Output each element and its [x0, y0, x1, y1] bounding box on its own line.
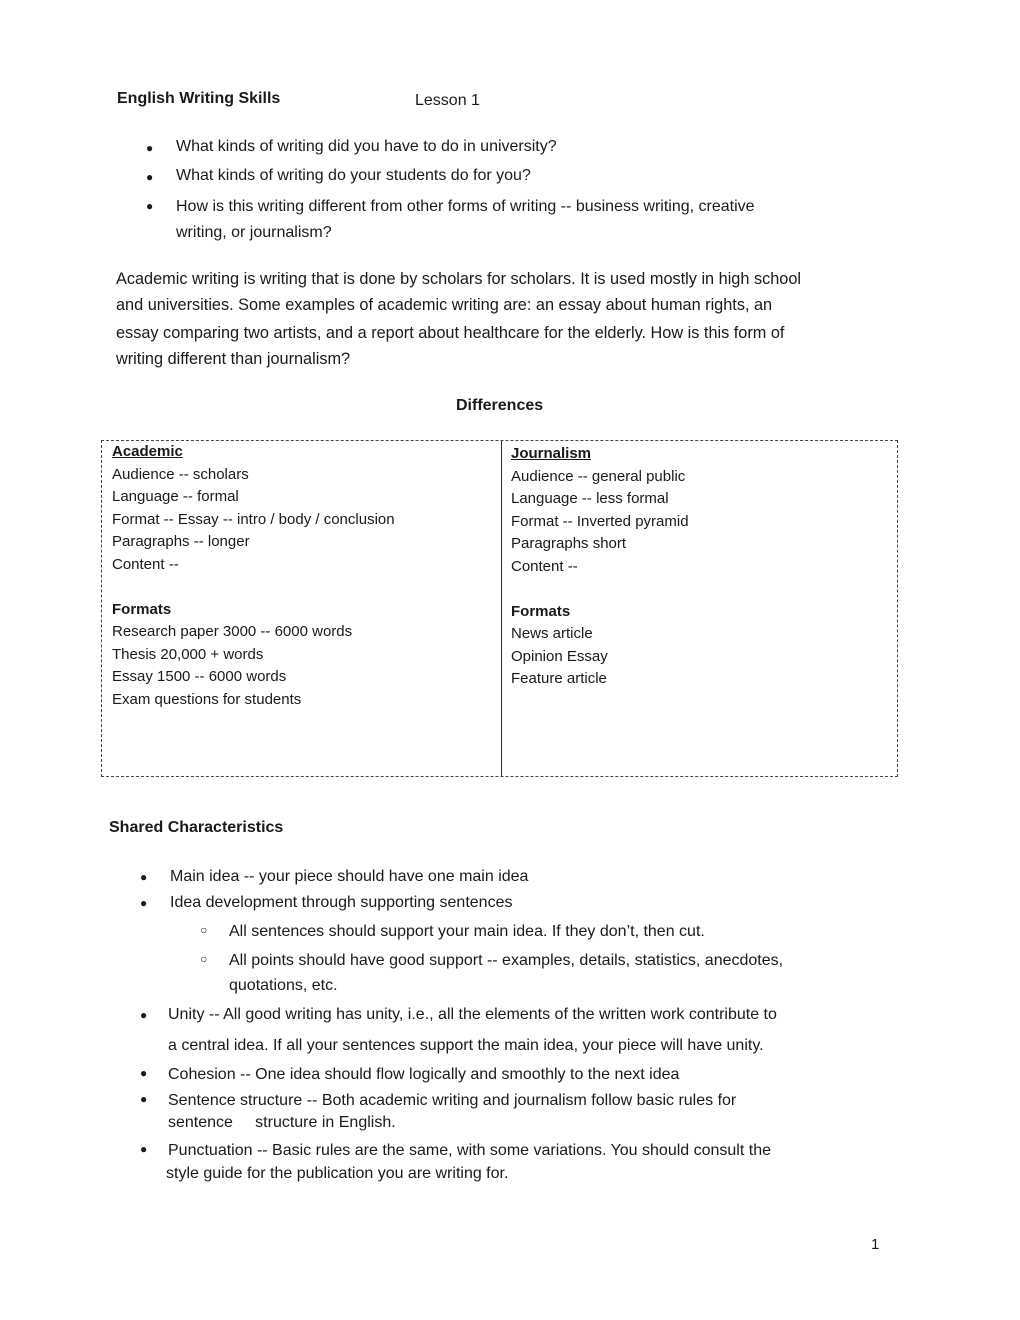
- academic-item: Paragraphs -- longer: [112, 533, 250, 550]
- journalism-format: Opinion Essay: [511, 647, 608, 665]
- paragraph-line: essay comparing two artists, and a report about healthcare for the elderly. How is this form of: [116, 324, 785, 342]
- shared-item-continued: style guide for the publication you are writing for.: [166, 1165, 509, 1182]
- paragraph-line: Academic writing is writing that is done by scholars for scholars. It is used mostly in high school: [116, 270, 802, 288]
- academic-format: Essay 1500 -- 6000 words: [112, 668, 287, 685]
- academic-item: Format -- Essay -- intro / body / conclusion: [112, 510, 395, 528]
- journalism-item: Language -- less formal: [511, 490, 669, 507]
- shared-item: Punctuation -- Basic rules are the same, with some variations. You should consult the: [168, 1142, 771, 1159]
- academic-formats-heading: Formats: [112, 600, 172, 618]
- journalism-item: Paragraphs short: [511, 535, 627, 552]
- shared-item-continued: a central idea. If all your sentences support the main idea, your piece will have unity.: [168, 1037, 764, 1054]
- bullet-icon: ●: [146, 141, 154, 155]
- lesson-label: Lesson 1: [415, 92, 480, 109]
- shared-item: Cohesion -- One idea should flow logically and smoothly to the next idea: [168, 1066, 680, 1083]
- bullet-icon: ●: [140, 1066, 148, 1080]
- academic-column: [112, 441, 395, 711]
- question-item: What kinds of writing do your students do for you?: [176, 167, 531, 184]
- academic-item: Audience -- scholars: [112, 465, 249, 483]
- journalism-item: Format -- Inverted pyramid: [511, 512, 689, 530]
- academic-heading: Academic: [112, 443, 183, 460]
- shared-subitem: All sentences should support your main idea. If they don’t, then cut.: [229, 923, 705, 940]
- journalism-column: [511, 443, 689, 691]
- bullet-icon: ●: [140, 1092, 148, 1106]
- circle-bullet-icon: ○: [200, 952, 208, 966]
- academic-format: Exam questions for students: [112, 690, 302, 708]
- question-item: What kinds of writing did you have to do in university?: [176, 138, 557, 155]
- shared-item-continued: sentence structure in English.: [168, 1114, 396, 1131]
- bullet-icon: ●: [140, 896, 148, 910]
- paragraph-line: and universities. Some examples of academic writing are: an essay about human rights, an: [116, 296, 773, 314]
- academic-item: Language -- formal: [112, 488, 239, 505]
- differences-table: [101, 440, 898, 777]
- academic-format: Thesis 20,000 + words: [112, 645, 264, 663]
- shared-item: Sentence structure -- Both academic writing and journalism follow basic rules for: [168, 1092, 737, 1109]
- journalism-format: Feature article: [511, 670, 607, 687]
- shared-item: Idea development through supporting sentences: [170, 894, 513, 911]
- bullet-icon: ●: [140, 1142, 148, 1156]
- paragraph-line: writing different than journalism?: [116, 350, 351, 368]
- shared-subitem: All points should have good support -- examples, details, statistics, anecdotes,: [229, 952, 784, 969]
- academic-format: Research paper 3000 -- 6000 words: [112, 623, 353, 640]
- question-item: How is this writing different from other forms of writing -- business writing, creative: [176, 198, 755, 215]
- shared-subitem-continued: quotations, etc.: [229, 977, 338, 994]
- page-number: 1: [871, 1236, 880, 1253]
- circle-bullet-icon: ○: [200, 923, 208, 937]
- journalism-item: Audience -- general public: [511, 467, 686, 485]
- course-title: English Writing Skills: [117, 90, 281, 107]
- bullet-icon: ●: [140, 1008, 148, 1022]
- journalism-formats-heading: Formats: [511, 602, 571, 620]
- column-divider: [501, 441, 502, 776]
- shared-characteristics-title: Shared Characteristics: [109, 819, 284, 836]
- journalism-heading: Journalism: [511, 445, 592, 462]
- shared-item: Main idea -- your piece should have one main idea: [170, 868, 529, 885]
- bullet-icon: ●: [146, 170, 154, 184]
- journalism-format: News article: [511, 625, 593, 642]
- differences-title: Differences: [456, 397, 544, 414]
- shared-item: Unity -- All good writing has unity, i.e., all the elements of the written work contribute to: [168, 1006, 777, 1023]
- bullet-icon: ●: [140, 870, 148, 884]
- question-item-continued: writing, or journalism?: [176, 224, 332, 241]
- academic-item: Content --: [112, 555, 179, 573]
- bullet-icon: ●: [146, 199, 154, 213]
- journalism-item: Content --: [511, 557, 578, 575]
